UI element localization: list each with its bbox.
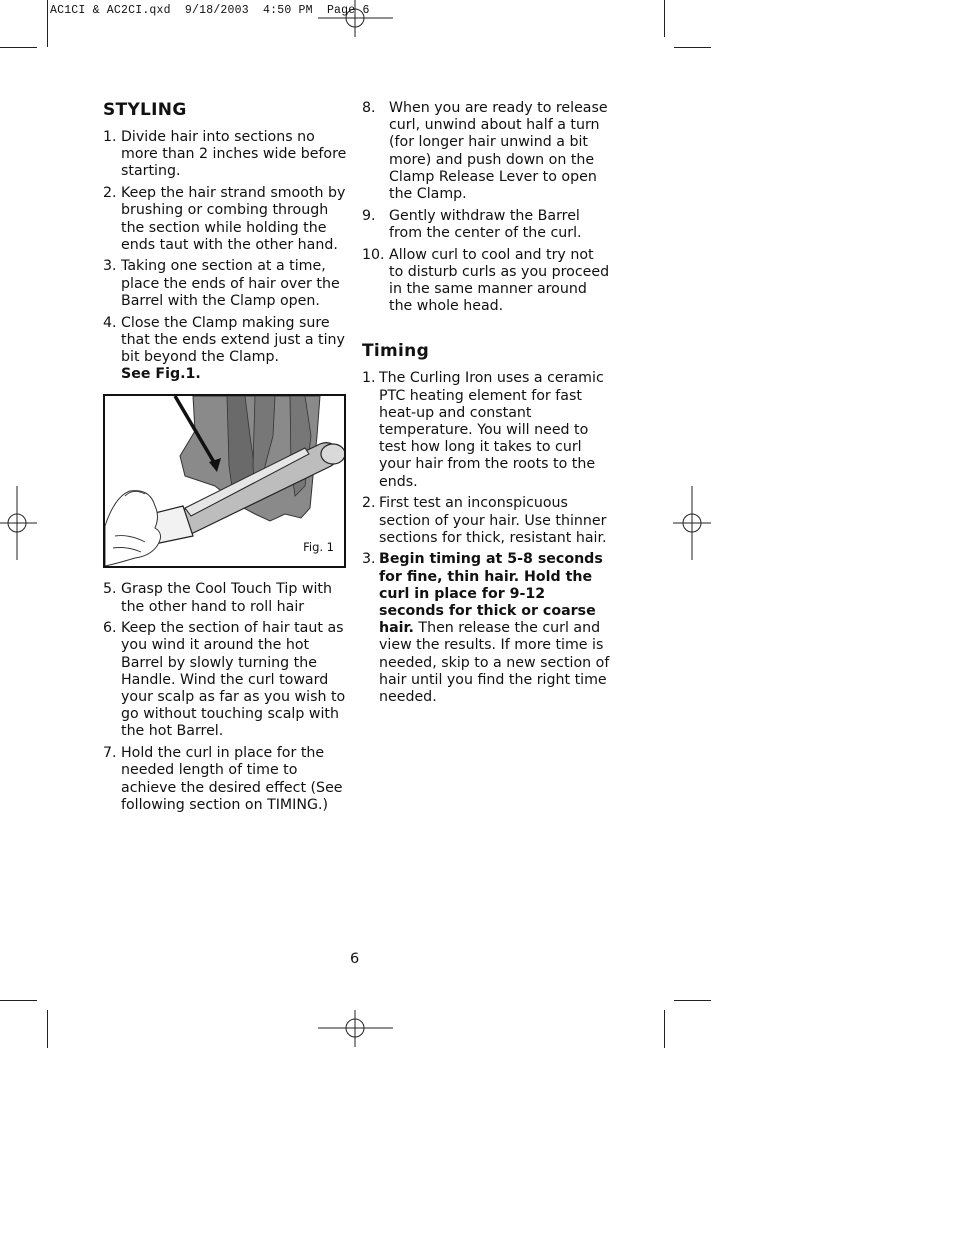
step-number: 9.: [362, 207, 376, 224]
step-text: Gently withdraw the Barrel from the center of the curl.: [389, 207, 582, 241]
timing-heading: Timing: [362, 341, 430, 362]
list-item: [103, 581, 353, 615]
step-number: 2.: [362, 495, 376, 512]
styling-steps-1-4: [103, 129, 353, 383]
list-item: [103, 129, 353, 181]
step-text: Keep the hair strand smooth by brushing or combing through the section while holding the ends taut with the other hand.: [121, 185, 346, 253]
step-number: 2.: [103, 185, 117, 202]
figure-1: [103, 394, 346, 568]
see-figure-reference: See Fig.1.: [121, 366, 201, 383]
file-slug: AC1CI & AC2CI.qxd 9/18/2003 4:50 PM Page 6: [50, 4, 370, 17]
list-item: [362, 247, 612, 316]
step-text-wrap: [379, 551, 612, 706]
step-number: 1.: [103, 129, 117, 145]
list-item: [362, 551, 612, 706]
left-column: [103, 100, 353, 818]
step-text: Close the Clamp making sure that the ends extend just a tiny bit beyond the Clamp.: [121, 314, 345, 365]
list-item: [103, 745, 353, 814]
step-text: Grasp the Cool Touch Tip with the other hand to roll hair: [121, 581, 332, 615]
step-number: 8.: [362, 100, 376, 116]
step-number: 10.: [362, 246, 385, 263]
list-item: [362, 100, 612, 203]
list-item: [362, 370, 612, 490]
list-item: [103, 185, 353, 254]
styling-steps-8-10: [362, 100, 612, 315]
step-text: Taking one section at a time, place the ends of hair over the Barrel with the Clamp open.: [121, 258, 340, 309]
step-number: 1.: [362, 370, 376, 387]
page-number: 6: [350, 951, 360, 967]
list-item: [103, 315, 353, 384]
step-text: First test an inconspicuous section of your hair. Use thinner sections for thick, resistant hair.: [379, 495, 607, 546]
step-number: 7.: [103, 745, 117, 762]
list-item: [103, 620, 353, 740]
styling-steps-5-7: [103, 581, 353, 814]
step-text: Allow curl to cool and try not to disturb curls as you proceed in the same manner around the whole head.: [389, 246, 610, 315]
step-text: Keep the section of hair taut as you wind it around the hot Barrel by slowly turning the Handle. Wind the curl toward your scalp as far as you wish to go without touching scalp with the hot Barrel.: [121, 620, 346, 740]
right-column: [362, 100, 612, 711]
step-number: 4.: [103, 314, 117, 331]
step-text: When you are ready to release curl, unwind about half a turn (for longer hair unwind a bit more) and push down on the Clamp Release Lever to open the Clamp.: [389, 100, 608, 203]
step-number: 3.: [362, 551, 376, 568]
step-text: Then release the curl and view the results. If more time is needed, skip to a new section of hair until you find the right time needed.: [379, 620, 610, 706]
step-number: 5.: [103, 581, 117, 598]
timing-bold-text: Begin timing at 5-8 seconds for fine, thin hair. Hold the curl in place for 9-12 seconds for thick or coarse hair.: [379, 551, 603, 637]
list-item: [362, 495, 612, 547]
step-text-wrap: [121, 315, 353, 384]
step-text: Divide hair into sections no more than 2 inches wide before starting.: [121, 129, 347, 180]
step-number: 3.: [103, 258, 117, 275]
step-text: Hold the curl in place for the needed length of time to achieve the desired effect (See following section on TIMING.): [121, 745, 343, 813]
step-text: The Curling Iron uses a ceramic PTC heating element for fast heat-up and constant temperature. You will need to test how long it takes to curl your hair from the roots to the ends.: [379, 370, 604, 490]
figure-caption: Fig. 1: [303, 540, 334, 555]
list-item: [103, 258, 353, 310]
styling-heading: STYLING: [103, 100, 187, 120]
step-number: 6.: [103, 620, 117, 637]
timing-steps: [362, 370, 612, 706]
list-item: [362, 208, 612, 242]
